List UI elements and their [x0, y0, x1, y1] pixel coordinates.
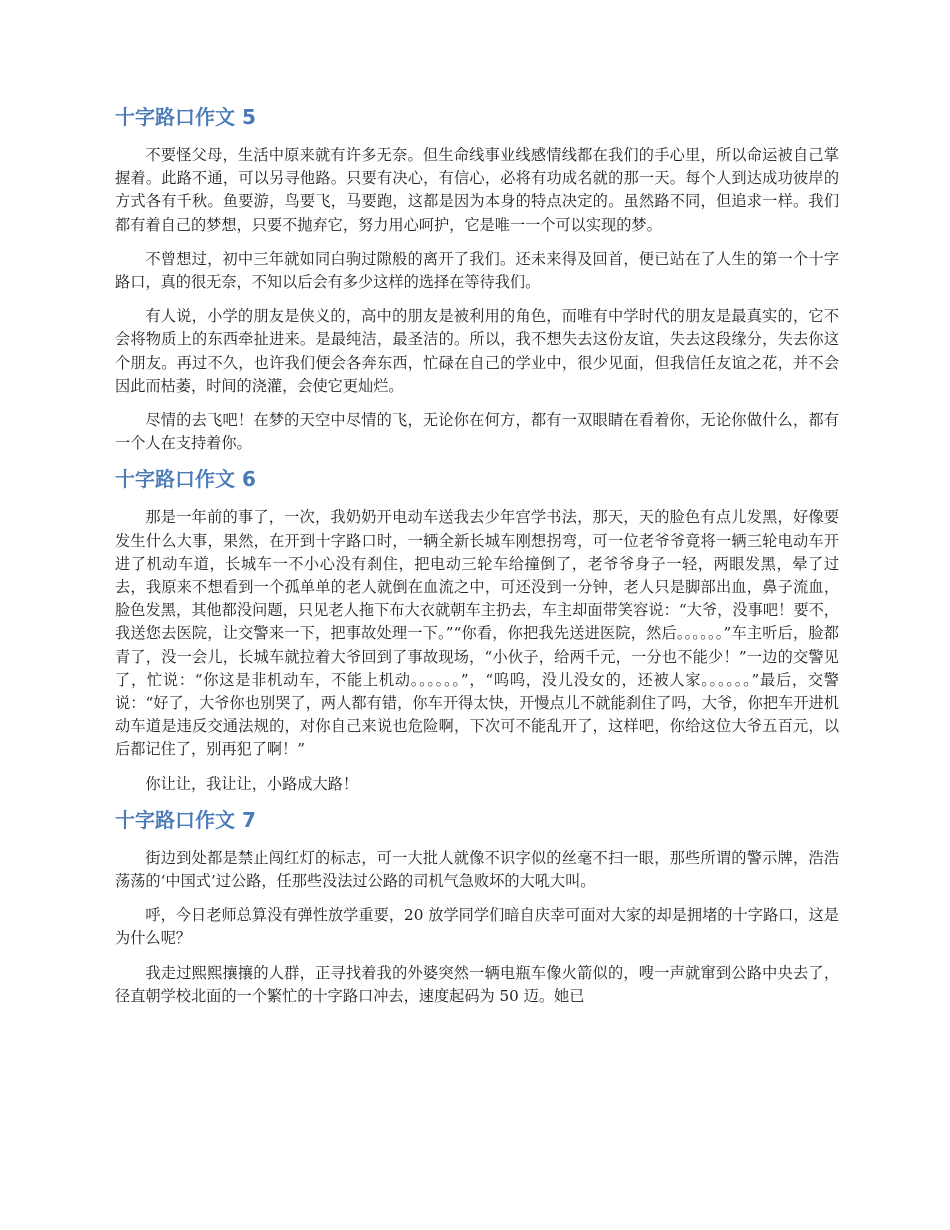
section-title: 十字路口作文 5 [115, 105, 256, 129]
paragraph: 尽情的去飞吧！在梦的天空中尽情的飞，无论你在何方，都有一双眼睛在看着你，无论你做什么，都有一个人在支持着你。 [115, 411, 839, 453]
essay-section-5 [115, 104, 839, 455]
essay-section-7 [115, 807, 839, 1008]
paragraph: 不要怪父母，生活中原来就有许多无奈。但生命线事业线感情线都在我们的手心里，所以命运被自己掌握着。此路不通，可以另寻他路。只要有决心，有信心，必将有功成名就的那一天。每个人到达成功彼岸的方式各有千秋。鱼要游，鸟要飞，马要跑，这都是因为本身的特点决定的。虽然路不同，但追求一样。我们都有着自己的梦想，只要不抛弃它，努力用心呵护，它是唯一一个可以实现的梦。 [115, 146, 839, 234]
paragraph: 不曾想过，初中三年就如同白驹过隙般的离开了我们。还未来得及回首，便已站在了人生的第一个十字路口，真的很无奈，不知以后会有多少这样的选择在等待我们。 [115, 249, 839, 292]
paragraph: 我走过熙熙攘攘的人群，正寻找着我的外婆突然一辆电瓶车像火箭似的，嗖一声就窜到公路中央去了，径直朝学校北面的一个繁忙的十字路口冲去，速度起码为 50 迈。她已 [115, 963, 839, 1005]
paragraph: 呼，今日老师总算没有弹性放学重要，20 放学同学们暗自庆幸可面对大家的却是拥堵的十字路口，这是为什么呢？ [115, 906, 839, 948]
paragraph: 你让让，我让让，小路成大路！ [145, 774, 359, 793]
section-title: 十字路口作文 6 [115, 467, 256, 492]
document-page [115, 104, 839, 1019]
section-title: 十字路口作文 7 [115, 807, 256, 832]
paragraph: 街边到处都是禁止闯红灯的标志，可一大批人就像不识字似的丝毫不扫一眼，那些所谓的警示牌，浩浩荡荡的‘中国式’过公路，任那些没法过公路的司机气急败坏的大吼大叫。 [115, 848, 839, 891]
essay-section-6 [115, 466, 839, 795]
paragraph: 那是一年前的事了，一次，我奶奶开电动车送我去少年宫学书法，那天，天的脸色有点儿发黑，好像要发生什么大事，果然，在开到十字路口时，一辆全新长城车刚想拐弯，可一位老爷爷竟将一辆三轮电动车开进了机动车道，长城车一不小心没有刹住，把电动三轮车给撞倒了，老爷爷身子一轻，两眼发黑，晕了过去，我原来不想看到一个孤单单的老人就倒在血流之中，可还没到一分钟，老人只是脚部出血，鼻子流血，脸色发黑，其他都没问题，只见老人拖下布大衣就朝车主扔去，车主却面带笑容说：“大爷，没事吧！要不，我送您去医院，让交警来一下，把事故处理一下。”“你看，你把我先送进医院，然后。。。。。。”车主听后，脸都青了，没一会儿，长城车就拉着大爷回到了事故现场，“小伙子，给两千元，一分也不能少！”一边的交警见了，忙说：“你这是非机动车，不能上机动。。。。。。”，“呜呜，没儿没女的，还被人家。。。。。。”最后，交警说：“好了，大爷你也别哭了，两人都有错，你车开得太快，开慢点儿不就能刹住了吗，大爷，你把车开进机动车道是违反交通法规的，对你自己来说也危险啊，下次可不能乱开了，这样吧，你给这位大爷五百元，以后都记住了，别再犯了啊！” [115, 508, 839, 759]
paragraph: 有人说，小学的朋友是侠义的，高中的朋友是被利用的角色，而唯有中学时代的朋友是最真实的，它不会将物质上的东西牵扯进来。是最纯洁，最圣洁的。所以，我不想失去这份友谊，失去这段缘分，失去你这个朋友。再过不久，也许我们便会各奔东西，忙碌在自己的学业中，很少见面，但我信任友谊之花，并不会因此而枯萎，时间的浇灌，会使它更灿烂。 [115, 307, 839, 395]
